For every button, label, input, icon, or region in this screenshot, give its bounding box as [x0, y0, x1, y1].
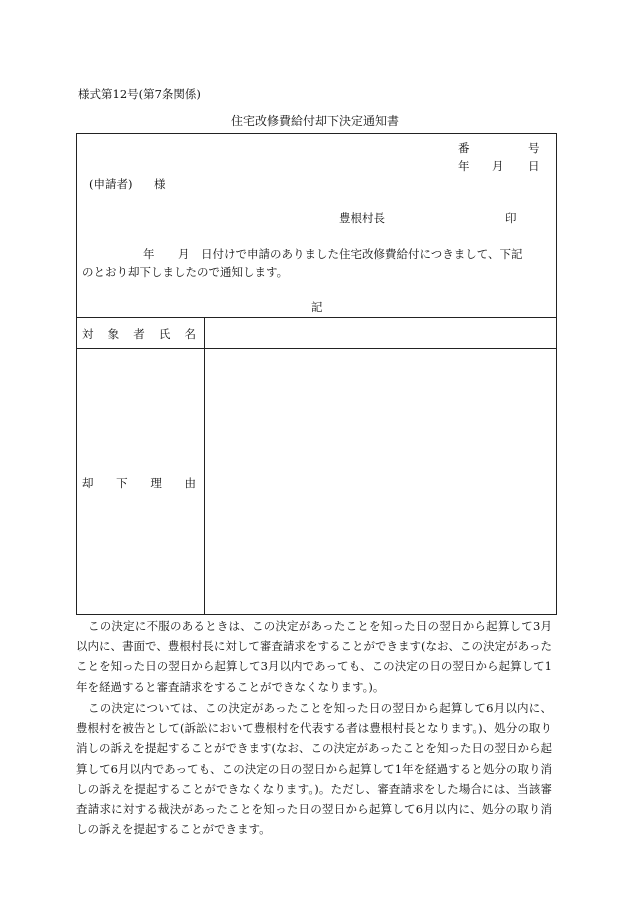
number-label: 番 — [458, 141, 470, 155]
target-person-label — [82, 326, 196, 342]
target-person-row — [76, 317, 557, 349]
lawsuit-notice-text: この決定については、この決定があったことを知った日の翌日から起算して6月以内に、豊根村を被告として(訴訟において豊根村を代表する者は豊根村長となります。)、処分の取り消しの訴えを提起することができます(なお、この決定があったことを知った日の翌日から起算して6月以内であっても、この決定の日の翌日から起算して1年を経過すると処分の取り消しの訴えを提起することができなくなります。)。ただし、審査請求をした場合には、当該審査請求に対する裁決があったことを知った日の翌日から起算して6月以内に、処分の取り消しの訴えを提起することができます。 — [76, 701, 552, 837]
column-divider — [204, 349, 205, 614]
document-title: 住宅改修費給付却下決定通知書 — [230, 114, 399, 128]
body-line-2: のとおり却下しましたので通知します。 — [82, 265, 289, 279]
rejection-reason-row — [76, 348, 557, 615]
appeal-notice-text: この決定に不服のあるときは、この決定があったことを知った日の翌日から起算して3月以内に、書面で、豊根村長に対して審査請求をすることができます(なお、この決定があったことを知った日の翌日から起算して3月以内であっても、この決定の日の翌日から起算して1年を経過すると審査請求をすることができなくなります。)。 — [76, 619, 552, 694]
reason-label-char: 由 — [184, 476, 196, 490]
name-label-char: 者 — [133, 327, 145, 341]
rejection-reason-label — [82, 475, 196, 491]
form-number-label: 様式第12号(第7条関係) — [78, 87, 201, 101]
reason-label-char: 却 — [82, 476, 94, 490]
recipient-honorific: 様 — [154, 177, 166, 191]
ki-heading: 記 — [311, 300, 323, 314]
name-label-char: 名 — [184, 327, 196, 341]
reason-label-char: 下 — [116, 476, 128, 490]
lawsuit-notice — [76, 698, 552, 839]
body-month: 月 — [178, 247, 190, 261]
notice-header-box — [76, 133, 557, 318]
seal-mark: 印 — [505, 211, 517, 225]
name-label-char: 象 — [107, 327, 120, 341]
date-day: 日 — [528, 159, 540, 173]
body-year: 年 — [143, 247, 155, 261]
column-divider — [204, 318, 205, 348]
date-year: 年 — [458, 159, 470, 173]
recipient-placeholder: (申請者) — [89, 177, 133, 191]
name-label-char: 氏 — [158, 327, 171, 341]
body-line-1: 日付けで申請のありました住宅改修費給付につきまして、下記 — [201, 247, 523, 261]
name-label-char: 対 — [82, 327, 94, 341]
date-month: 月 — [492, 159, 504, 173]
appeal-notice — [76, 616, 552, 697]
number-suffix: 号 — [528, 141, 540, 155]
reason-label-char: 理 — [150, 476, 162, 490]
issuer-name: 豊根村長 — [339, 211, 385, 225]
